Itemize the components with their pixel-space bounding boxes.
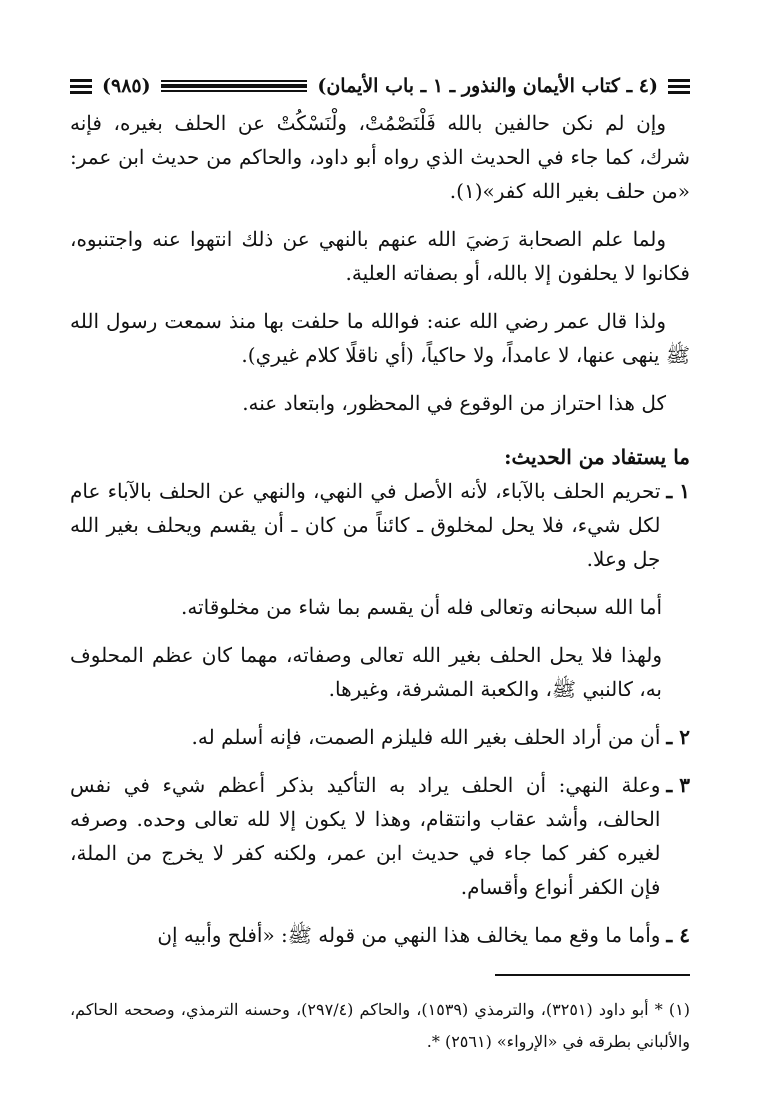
section-title: ما يستفاد من الحديث: [504, 445, 690, 469]
header-ornament-right [668, 79, 690, 94]
paragraph-2: ولما علم الصحابة رَضيَ الله عنهم بالنهي عن ذلك انتهوا عنه واجتنبوه، فكانوا لا يحلفون إلا بالله، أو بصفاته العلية. [70, 227, 690, 285]
header-rule [161, 80, 308, 92]
list-item-1 [70, 474, 690, 576]
list-item-number: ٤ ـ [666, 923, 690, 947]
page-number: (٩٨٥) [102, 75, 151, 97]
running-header [70, 66, 690, 106]
list-item-number: ١ ـ [666, 479, 690, 503]
list-item-number: ٢ ـ [666, 725, 690, 749]
list-item-3 [70, 768, 690, 904]
list-item-text: وأما ما وقع مما يخالف هذا النهي من قوله ﷺ: «أفلح وأبيه إن [157, 923, 661, 947]
header-ornament-left [70, 79, 92, 94]
paragraph-1: وإن لم نكن حالفين بالله فَلْنَصْمُتْ، ولْنَسْكُتْ عن الحلف بغيره، فإنه شرك، كما جاء في الحديث الذي رواه أبو داود، والحاكم من حديث ابن عمر: «من حلف بغير الله كفر»(١). [70, 111, 690, 203]
paragraph-4: كل هذا احتراز من الوقوع في المحظور، وابتعاد عنه. [242, 391, 666, 415]
list-item-number: ٣ ـ [666, 773, 690, 797]
footnote-divider [495, 974, 690, 976]
list-item-1-sub-2: ولهذا فلا يحل الحلف بغير الله تعالى وصفاته، مهما كان عظم المحلوف به، كالنبي ﷺ، والكعبة المشرفة، وغيرها. [70, 643, 662, 701]
list-item-2 [70, 720, 690, 754]
list-item-1-sub-1: أما الله سبحانه وتعالى فله أن يقسم بما شاء من مخلوقاته. [180, 595, 662, 619]
list-item-text: تحريم الحلف بالآباء، لأنه الأصل في النهي، والنهي عن الحلف بالآباء عام لكل شيء، فلا يحل لمخلوق ـ كائناً من كان ـ أن يقسم ويحلف بغير الله جل وعلا. [70, 479, 661, 571]
page-body [70, 106, 690, 952]
list-item-text: وعلة النهي: أن الحلف يراد به التأكيد بذكر أعظم شيء في نفس الحالف، وأشد عقاب وانتقام، وهذا لا يكون إلا لله تعالى وحده. وصرفه لغيره كفر كما جاء في حديث ابن عمر، ولكنه كفر لا يخرج من الملة، فإن الكفر أنواع وأقسام. [70, 773, 661, 899]
header-title: (٤ ـ كتاب الأيمان والنذور ـ ١ ـ باب الأيمان) [317, 75, 658, 97]
footnote: (١) * أبو داود (٣٢٥١)، والترمذي (١٥٣٩)، والحاكم (٢٩٧/٤)، وحسنه الترمذي، وصححه الحاكم، والألباني بطرقه في «الإرواء» (٢٥٦١) *. [70, 1000, 690, 1051]
list-item-4 [70, 918, 690, 952]
paragraph-3: ولذا قال عمر رضي الله عنه: فوالله ما حلفت بها منذ سمعت رسول الله ﷺ ينهى عنها، لا عامداً، ولا حاكياً، (أي ناقلًا كلام غيري). [70, 309, 690, 367]
list-item-text: أن من أراد الحلف بغير الله فليلزم الصمت، فإنه أسلم له. [191, 725, 661, 749]
book-page [70, 66, 690, 1051]
